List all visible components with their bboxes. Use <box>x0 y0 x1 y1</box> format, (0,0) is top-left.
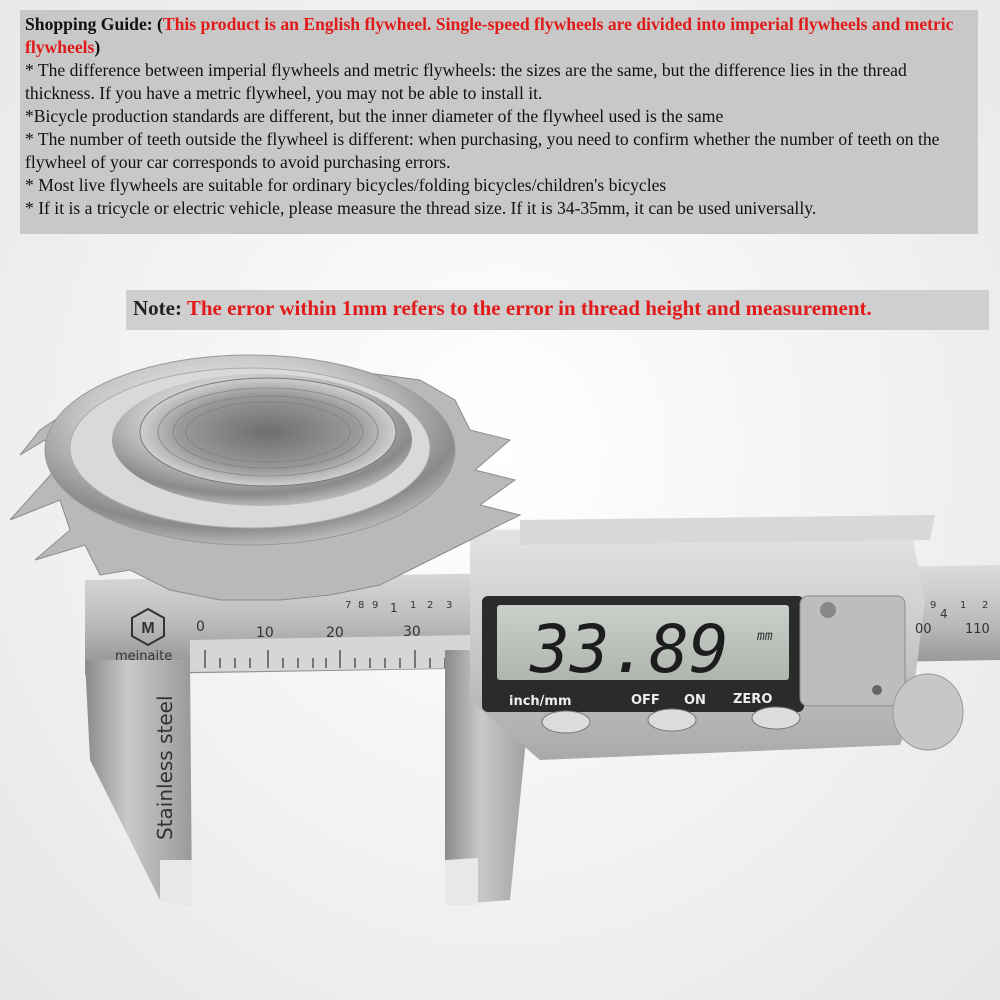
guide-title-highlight: This product is an English flywheel. Single-speed flywheels are divided into imperial flywheels and metric flywheels <box>25 14 954 57</box>
label-inch-mm: inch/mm <box>509 694 572 709</box>
thumb-wheel <box>893 674 963 750</box>
scale-label-10: 10 <box>256 625 274 641</box>
guide-line-3: * The number of teeth outside the flywheel is different: when purchasing, you need to confirm whether the number of teeth on the flywheel of your car corresponds to avoid purchasing errors. <box>25 129 940 172</box>
brand-name: meinaite <box>115 649 173 664</box>
scale-label-0: 0 <box>196 619 205 635</box>
vernier-label-3: 9 <box>372 600 379 611</box>
lcd-reading: 33.89 <box>530 611 729 688</box>
flywheel-sprocket <box>10 355 520 600</box>
zero-button <box>752 707 800 729</box>
scale-label-right-1: 00 <box>915 622 932 637</box>
guide-line-5: * If it is a tricycle or electric vehicle, please measure the thread size. If it is 34-35mm, it can be used universally. <box>25 198 817 218</box>
vernier-right-3: 1 <box>960 600 967 611</box>
guide-heading <box>25 13 972 59</box>
vernier-right-2: 4 <box>940 607 948 621</box>
inch-mm-button <box>542 711 590 733</box>
lcd-unit: mm <box>757 629 773 644</box>
scale-label-30: 30 <box>403 624 421 640</box>
guide-line-4: * Most live flywheels are suitable for ordinary bicycles/folding bicycles/children's bicycles <box>25 175 667 195</box>
flywheel-thread <box>140 378 396 486</box>
vernier-label-6: 2 <box>427 600 434 611</box>
vernier-label-1: 7 <box>345 600 352 611</box>
vernier-right-1: 9 <box>930 600 937 611</box>
guide-line-2: *Bicycle production standards are different, but the inner diameter of the flywheel used is the same <box>25 106 724 126</box>
material-label: Stainless steel <box>153 695 177 840</box>
guide-line-1: * The difference between imperial flywheels and metric flywheels: the sizes are the same, but the difference lies in the thread thickness. If you have a metric flywheel, you may not be able to install it. <box>25 60 907 103</box>
scale-label-20: 20 <box>326 625 344 641</box>
scale-label-right-2: 110 <box>965 622 990 637</box>
vernier-label-2: 8 <box>358 600 365 611</box>
note-text: The error within 1mm refers to the error in thread height and measurement. <box>186 296 872 320</box>
guide-title: Shopping Guide: ( <box>25 14 163 34</box>
note-label: Note: <box>133 296 187 320</box>
label-off: OFF <box>631 693 660 708</box>
on-off-button <box>648 709 696 731</box>
label-on: ON <box>684 693 706 708</box>
note-box <box>126 290 989 330</box>
vernier-right-4: 2 <box>982 600 989 611</box>
svg-text:M: M <box>141 620 155 637</box>
shopping-guide-box <box>20 10 978 234</box>
vernier-label-7: 3 <box>446 600 453 611</box>
label-zero: ZERO <box>733 692 773 707</box>
vernier-label-4: 1 <box>390 601 398 615</box>
guide-title-close: ) <box>94 37 101 57</box>
vernier-label-5: 1 <box>410 600 417 611</box>
